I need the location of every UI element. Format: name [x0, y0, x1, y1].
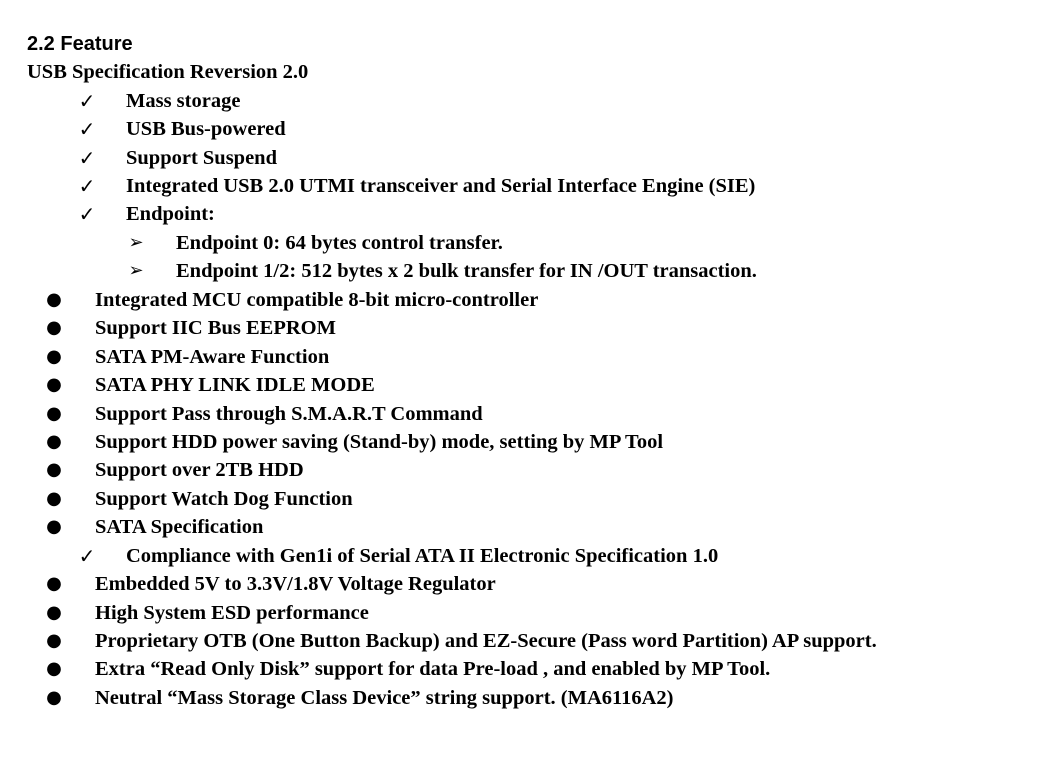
list-item-text: Integrated MCU compatible 8-bit micro-controller	[95, 289, 539, 311]
bullet-icon: ●	[46, 602, 62, 623]
list-item-text: Support Watch Dog Function	[95, 488, 353, 510]
checkmark-icon: ✓	[78, 117, 96, 141]
list-item-text: Endpoint:	[126, 203, 215, 225]
list-item-text: USB Bus-powered	[126, 118, 286, 140]
checkmark-icon: ✓	[78, 202, 96, 226]
list-item-text: Support IIC Bus EEPROM	[95, 317, 336, 339]
section-heading: 2.2 Feature	[27, 33, 133, 55]
checkmark-icon: ✓	[78, 146, 96, 170]
list-item-text: Support Suspend	[126, 147, 277, 169]
bullet-icon: ●	[46, 374, 62, 395]
list-item-text: Compliance with Gen1i of Serial ATA II Electronic Specification 1.0	[126, 545, 719, 567]
bullet-icon: ●	[46, 516, 62, 537]
list-item-text: Endpoint 1/2: 512 bytes x 2 bulk transfer for IN /OUT transaction.	[176, 260, 757, 282]
checkmark-icon: ✓	[78, 174, 96, 198]
bullet-icon: ●	[46, 459, 62, 480]
checkmark-icon: ✓	[78, 544, 96, 568]
bullet-icon: ●	[46, 658, 62, 679]
list-item-text: Support HDD power saving (Stand-by) mode, setting by MP Tool	[95, 431, 664, 453]
list-item-text: Integrated USB 2.0 UTMI transceiver and Serial Interface Engine (SIE)	[126, 175, 756, 197]
arrow-bullet-icon: ➢	[128, 232, 144, 253]
list-item-text: Extra “Read Only Disk” support for data Pre-load , and enabled by MP Tool.	[95, 658, 771, 680]
bullet-icon: ●	[46, 687, 62, 708]
list-item-text: Endpoint 0: 64 bytes control transfer.	[176, 232, 503, 254]
bullet-icon: ●	[46, 317, 62, 338]
bullet-icon: ●	[46, 573, 62, 594]
arrow-bullet-icon: ➢	[128, 260, 144, 281]
list-item-text: Support over 2TB HDD	[95, 459, 304, 481]
bullet-icon: ●	[46, 630, 62, 651]
bullet-icon: ●	[46, 488, 62, 509]
list-item-text: High System ESD performance	[95, 602, 369, 624]
bullet-icon: ●	[46, 346, 62, 367]
list-item-text: Mass storage	[126, 90, 241, 112]
bullet-icon: ●	[46, 431, 62, 452]
checkmark-icon: ✓	[78, 89, 96, 113]
list-item-text: SATA Specification	[95, 516, 264, 538]
bullet-icon: ●	[46, 403, 62, 424]
list-item-text: SATA PHY LINK IDLE MODE	[95, 374, 375, 396]
bullet-icon: ●	[46, 289, 62, 310]
usb-spec-title-text: USB Specification Reversion 2.0	[27, 61, 309, 83]
list-item-text: Neutral “Mass Storage Class Device” string support. (MA6116A2)	[95, 687, 674, 709]
list-item-text: Support Pass through S.M.A.R.T Command	[95, 403, 483, 425]
list-item-text: SATA PM-Aware Function	[95, 346, 330, 368]
list-item-text: Proprietary OTB (One Button Backup) and EZ-Secure (Pass word Partition) AP support.	[95, 630, 877, 652]
list-item-text: Embedded 5V to 3.3V/1.8V Voltage Regulator	[95, 573, 496, 595]
